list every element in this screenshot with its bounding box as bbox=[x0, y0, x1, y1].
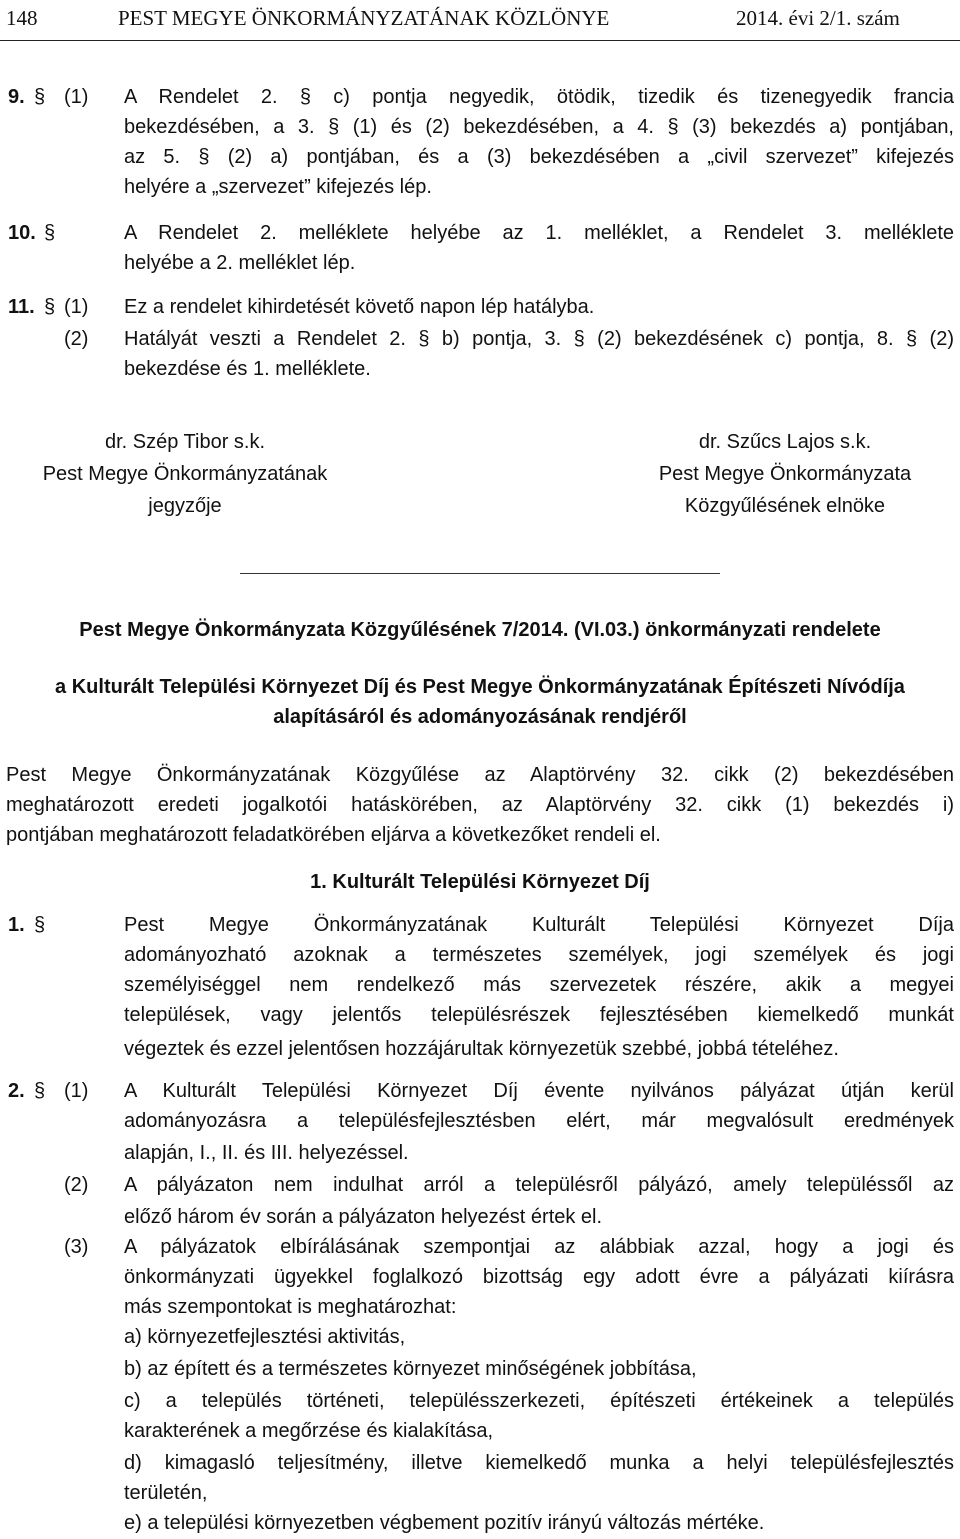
text-line: települések, vagy jelentős településrészek fejlesztésében kiemelkedő munkát bbox=[124, 1004, 954, 1026]
running-header bbox=[0, 0, 960, 41]
text-line: pontjában meghatározott feladatkörében eljárva a következőket rendeli el. bbox=[6, 824, 661, 846]
preamble-text bbox=[6, 760, 954, 820]
list-item: e) a települési környezetben végbement pozitív irányú változás mértéke. bbox=[124, 1512, 765, 1534]
text-line: az 5. § (2) a) pontjában, és a (3) bekezdésében a „civil szervezet” kifejezés bbox=[124, 146, 954, 168]
text-line: bekezdése és 1. melléklete. bbox=[124, 358, 371, 380]
list-item bbox=[124, 1386, 954, 1416]
subsection-number: (1) bbox=[64, 296, 89, 318]
subsection-number: (2) bbox=[64, 328, 89, 350]
issue-label: 2014. évi 2/1. szám bbox=[736, 6, 900, 30]
text-line: végeztek és ezzel jelentősen hozzájárultak környezetük szebbé, jobbá tételéhez. bbox=[124, 1038, 839, 1060]
section-symbol: § bbox=[34, 86, 46, 108]
text-line: területén, bbox=[124, 1482, 208, 1504]
subtitle-line: alapításáról és adományozásának rendjéről bbox=[273, 706, 687, 728]
section-symbol: § bbox=[34, 914, 46, 936]
signatory-role: jegyzője bbox=[148, 495, 222, 517]
separator-rule bbox=[240, 573, 720, 574]
text-line: d) kimagasló teljesítmény, illetve kiemelkedő munka a helyi településfejlesztés bbox=[124, 1452, 954, 1474]
subsection-number: (1) bbox=[64, 86, 89, 108]
text-line: helyébe a 2. melléklet lép. bbox=[124, 252, 356, 274]
text-line: más szempontokat is meghatározhat: bbox=[124, 1296, 457, 1318]
text-line: Pest Megye Önkormányzatának Közgyűlése az Alaptörvény 32. cikk (2) bekezdésében bbox=[6, 764, 954, 786]
signatory-title: Pest Megye Önkormányzatának bbox=[42, 463, 328, 485]
section-number: 11. bbox=[8, 296, 35, 318]
text-line: A pályázatok elbírálásának szempontjai az alábbiak azzal, hogy a jogi és bbox=[124, 1236, 954, 1258]
text-line: Pest Megye Önkormányzatának Kulturált Települési Környezet Díja bbox=[124, 914, 954, 936]
section-symbol: § bbox=[44, 222, 56, 244]
text-line: Hatályát veszti a Rendelet 2. § b) pontja, 3. § (2) bekezdésének c) pontja, 8. § (2) bbox=[124, 328, 954, 350]
decree-subtitle bbox=[0, 672, 960, 732]
subsection-number: (3) bbox=[64, 1236, 89, 1258]
signatory-role: Közgyűlésének elnöke bbox=[684, 495, 886, 517]
subsection-text bbox=[124, 1232, 954, 1292]
text-line: bekezdésében, a 3. § (1) és (2) bekezdésében, a 4. § (3) bekezdés a) pontjában, bbox=[124, 116, 954, 138]
text-line: A pályázaton nem indulhat arról a településről pályázó, amely településsől az bbox=[124, 1174, 954, 1196]
text-line: karakterének a megőrzése és kialakítása, bbox=[124, 1420, 494, 1442]
list-item bbox=[124, 1448, 954, 1478]
text-line: személyiséggel nem rendelkező más szervezetek részére, akik a megyei bbox=[124, 974, 954, 996]
journal-title: PEST MEGYE ÖNKORMÁNYZATÁNAK KÖZLÖNYE bbox=[118, 6, 610, 30]
section-text bbox=[124, 82, 954, 172]
subsection-text bbox=[124, 1170, 954, 1200]
signatory-name: dr. Szép Tibor s.k. bbox=[104, 431, 266, 453]
section-number: 10. bbox=[8, 222, 36, 244]
text-line: A Rendelet 2. melléklete helyébe az 1. melléklet, a Rendelet 3. melléklete bbox=[124, 222, 954, 244]
subsection-text bbox=[124, 1076, 954, 1136]
text-line: meghatározott eredeti jogalkotói hatáskörében, az Alaptörvény 32. cikk (1) bekezdés i) bbox=[6, 794, 954, 816]
subsection-number: (2) bbox=[64, 1174, 89, 1196]
text-line: előző három év során a pályázaton helyezést értek el. bbox=[124, 1206, 603, 1228]
text-line: adományozható azoknak a természetes személyek, jogi személyek és jogi bbox=[124, 944, 954, 966]
section-number: 2. bbox=[8, 1080, 25, 1102]
list-item: a) környezetfejlesztési aktivitás, bbox=[124, 1326, 406, 1348]
subsection-number: (1) bbox=[64, 1080, 89, 1102]
signatory-name: dr. Szűcs Lajos s.k. bbox=[698, 431, 872, 453]
signature-right bbox=[620, 426, 950, 522]
chapter-title: 1. Kulturált Települési Környezet Díj bbox=[310, 871, 650, 893]
text-line: helyére a „szervezet” kifejezés lép. bbox=[124, 176, 432, 198]
section-number: 1. bbox=[8, 914, 25, 936]
section-text bbox=[124, 218, 954, 248]
section-symbol: § bbox=[34, 1080, 46, 1102]
text-line: önkormányzati ügyekkel foglalkozó bizottság egy adott évre a pályázati kiírásra bbox=[124, 1266, 954, 1288]
page-number: 148 bbox=[6, 6, 38, 30]
subtitle-line: a Kulturált Települési Környezet Díj és Pest Megye Önkormányzatának Építészeti Nívódíja bbox=[55, 676, 905, 698]
decree-title: Pest Megye Önkormányzata Közgyűlésének 7/2014. (VI.03.) önkormányzati rendelete bbox=[79, 619, 881, 641]
section-text bbox=[124, 910, 954, 1030]
text-line: adományozásra a településfejlesztésben elért, már megvalósult eredmények bbox=[124, 1110, 954, 1132]
text-line: A Kulturált Települési Környezet Díj évente nyilvános pályázat útján kerül bbox=[124, 1080, 954, 1102]
section-number: 9. bbox=[8, 86, 25, 108]
list-item: b) az épített és a természetes környezet minőségének jobbítása, bbox=[124, 1358, 697, 1380]
section-text bbox=[124, 324, 954, 354]
text-line: alapján, I., II. és III. helyezéssel. bbox=[124, 1142, 409, 1164]
text-line: A Rendelet 2. § c) pontja negyedik, ötödik, tizedik és tizenegyedik francia bbox=[124, 86, 954, 108]
signatory-title: Pest Megye Önkormányzata bbox=[658, 463, 912, 485]
section-symbol: § bbox=[44, 296, 56, 318]
text-line: c) a település történeti, településszerkezeti, építészeti értékeinek a település bbox=[124, 1390, 954, 1412]
text-line: Ez a rendelet kihirdetését követő napon lép hatályba. bbox=[124, 296, 595, 318]
signature-left bbox=[20, 426, 350, 522]
